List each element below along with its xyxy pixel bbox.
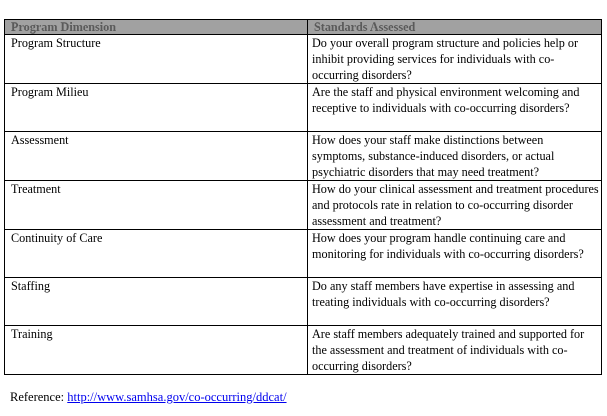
standards-cell: How do your clinical assessment and treatment procedures and protocols rate in relation to co-occurring disorder assessment and treatment? [308,181,602,230]
table-row [5,84,602,132]
dimension-cell: Continuity of Care [5,230,308,278]
standards-cell: Do any staff members have expertise in assessing and treating individuals with co-occurring disorders? [308,278,602,326]
standards-cell: Are the staff and physical environment welcoming and receptive to individuals with co-occurring disorders? [308,84,602,132]
reference-line [10,389,287,405]
standards-cell: How does your program handle continuing care and monitoring for individuals with co-occurring disorders? [308,230,602,278]
table-row [5,35,602,84]
header-standards-assessed: Standards Assessed [308,20,602,35]
table-row [5,181,602,230]
table-row [5,326,602,375]
table-header-row [5,20,602,35]
header-program-dimension: Program Dimension [5,20,308,35]
dimension-cell: Treatment [5,181,308,230]
table-row [5,230,602,278]
standards-cell: How does your staff make distinctions between symptoms, substance-induced disorders, or actual psychiatric disorders that may need treatment? [308,132,602,181]
dimension-cell: Program Structure [5,35,308,84]
table-row [5,132,602,181]
dimension-cell: Assessment [5,132,308,181]
dimension-cell: Training [5,326,308,375]
program-dimensions-table [4,19,602,375]
reference-link[interactable]: http://www.samhsa.gov/co-occurring/ddcat/ [67,390,287,404]
standards-cell: Are staff members adequately trained and supported for the assessment and treatment of individuals with co-occurring disorders? [308,326,602,375]
standards-cell: Do your overall program structure and policies help or inhibit providing services for individuals with co-occurring disorders? [308,35,602,84]
dimension-cell: Program Milieu [5,84,308,132]
table-row [5,278,602,326]
dimension-cell: Staffing [5,278,308,326]
reference-label: Reference: [10,390,65,404]
